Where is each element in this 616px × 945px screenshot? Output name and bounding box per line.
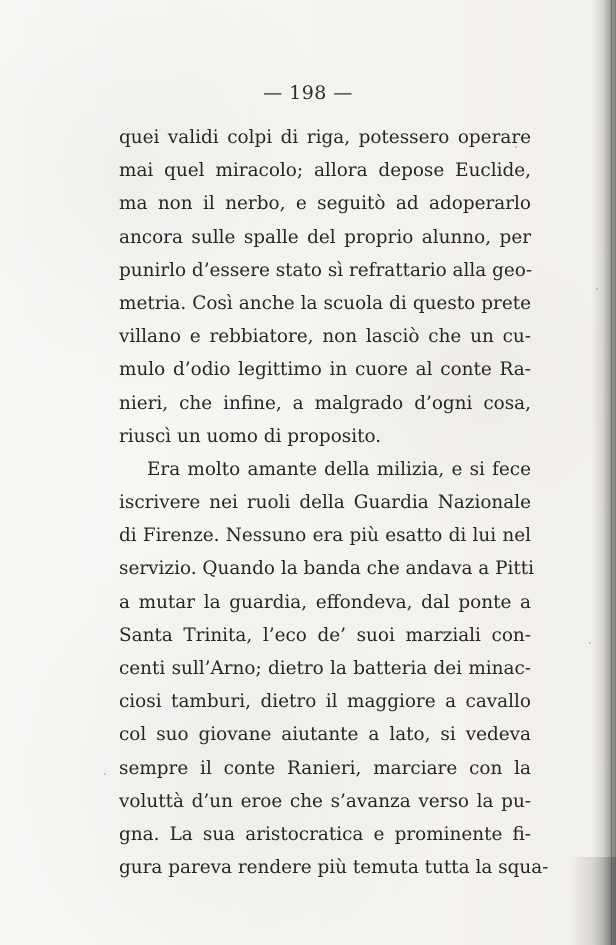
paper-speck bbox=[104, 773, 106, 775]
text-line: servizio. Quando la banda che andava a Pitti bbox=[119, 558, 535, 580]
text-line: nieri, che infine, a malgrado d’ogni cosa, bbox=[119, 392, 531, 414]
text-line: mai quel miracolo; allora depose Euclide, bbox=[119, 160, 531, 182]
text-line: punirlo d’essere stato sì refrattario alla geo- bbox=[119, 259, 533, 281]
text-line: mulo d’odio legittimo in cuore al conte Ra- bbox=[119, 359, 531, 381]
text-line: ma non il nerbo, e seguitò ad adoperarlo bbox=[119, 193, 531, 215]
text-line: col suo giovane aiutante a lato, si vedeva bbox=[119, 724, 531, 746]
text-line: a mutar la guardia, effondeva, dal ponte a bbox=[119, 591, 531, 613]
text-line: Santa Trinita, l’eco de’ suoi marziali con- bbox=[119, 624, 531, 646]
page-right-edge bbox=[611, 0, 612, 945]
text-line: iscrivere nei ruoli della Guardia Nazionale bbox=[119, 492, 531, 514]
page-number: — 198 — bbox=[263, 82, 353, 104]
text-line: gura pareva rendere più temuta tutta la squa- bbox=[119, 857, 549, 879]
page-bottom-marks bbox=[570, 857, 616, 945]
text-line: di Firenze. Nessuno era più esatto di lui nel bbox=[119, 525, 531, 547]
text-line: metria. Così anche la scuola di questo prete bbox=[119, 292, 531, 314]
paper-speck bbox=[596, 288, 598, 290]
text-line: villano e rebbiatore, non lasciò che un cu- bbox=[119, 326, 531, 348]
text-line: gna. La sua aristocratica e prominente fi- bbox=[119, 823, 531, 845]
text-line: quei validi colpi di riga, potessero operare bbox=[119, 127, 531, 148]
text-line: ancora sulle spalle del proprio alunno, per bbox=[119, 226, 531, 248]
text-line: ciosi tamburi, dietro il maggiore a cavallo bbox=[119, 691, 531, 713]
text-line: riuscì un uomo di proposito. bbox=[119, 425, 382, 447]
page-text bbox=[119, 121, 549, 884]
text-line: Era molto amante della milizia, e si fece bbox=[147, 458, 531, 480]
paper-speck bbox=[589, 642, 591, 644]
text-line: voluttà d’un eroe che s’avanza verso la pu- bbox=[119, 790, 531, 812]
text-line: centi sull’Arno; dietro la batteria dei minac- bbox=[119, 658, 531, 679]
text-line: sempre il conte Ranieri, marciare con la bbox=[119, 757, 531, 779]
page-right-shadow bbox=[592, 0, 616, 945]
